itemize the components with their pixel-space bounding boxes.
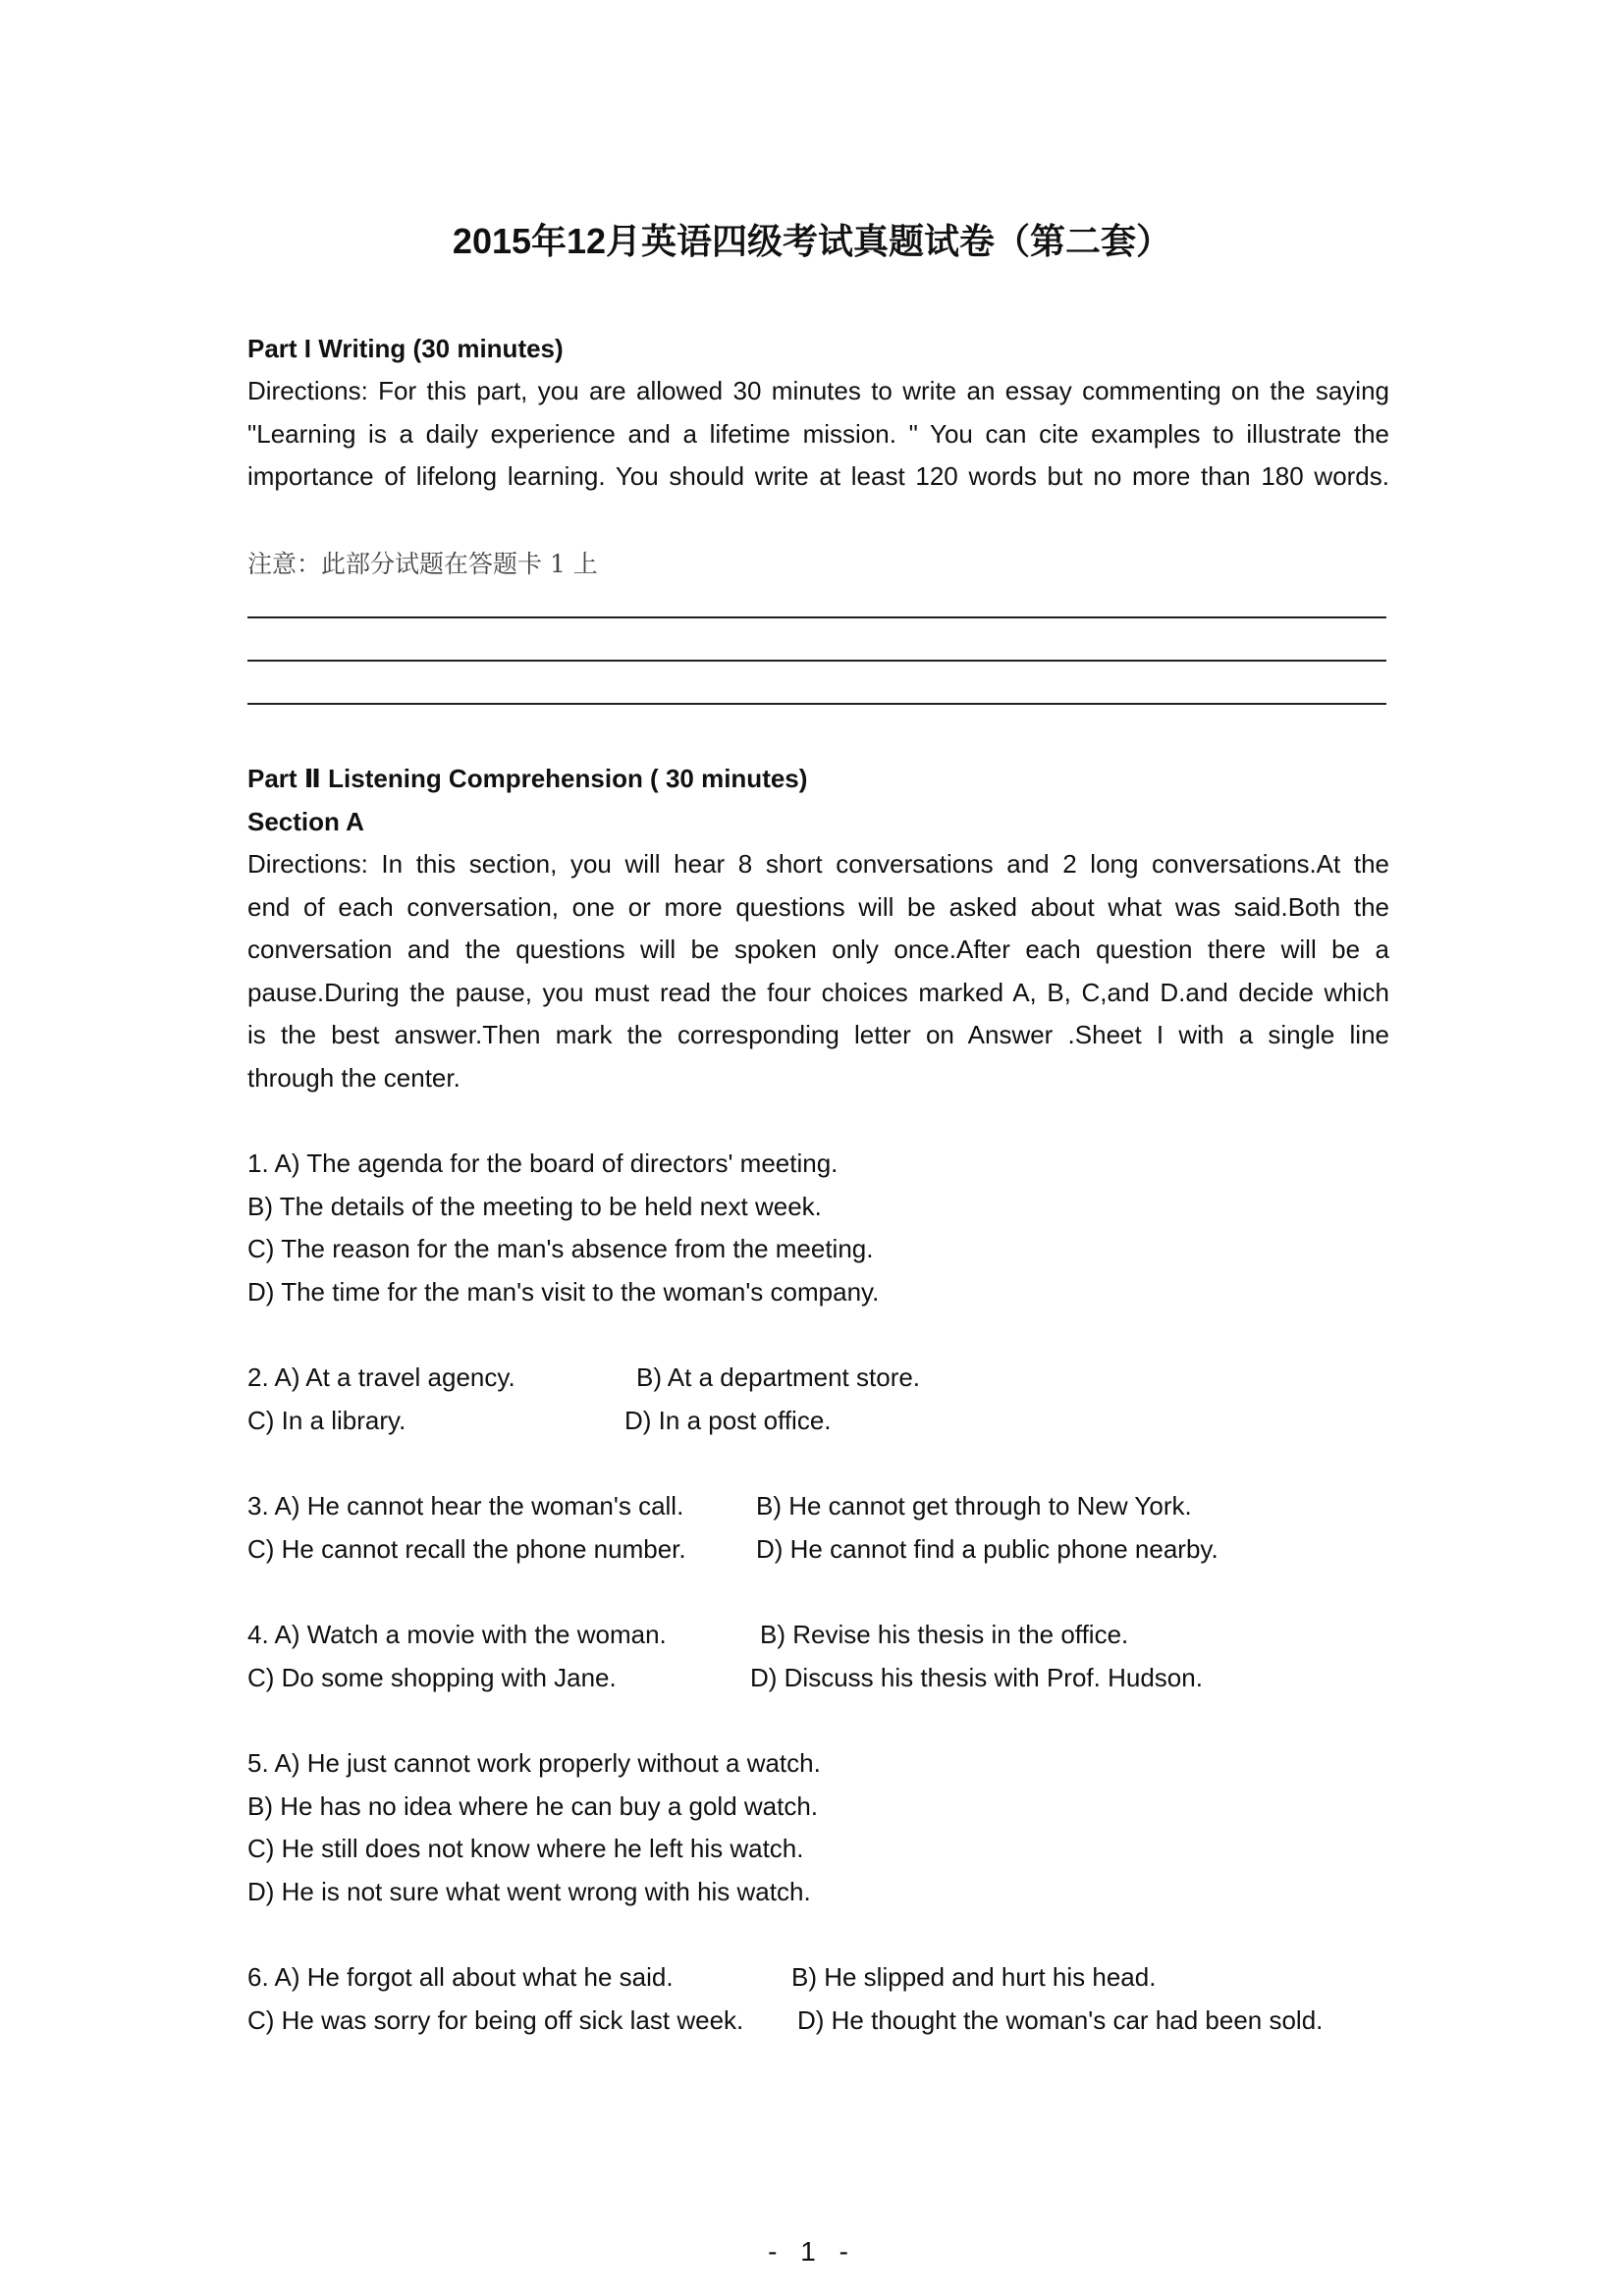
page-title: 2015年12月英语四级考试真题试卷（第二套） [452,221,1172,261]
q1-option-a: 1. A) The agenda for the board of directors' meeting. [247,1148,839,1178]
q2-option-a: 2. A) At a travel agency. [247,1362,515,1392]
q1-option-b: B) The details of the meeting to be held next week. [247,1191,822,1221]
writing-line-2 [247,660,1386,662]
q6-option-b: B) He slipped and hurt his head. [791,1962,1157,1992]
question-1 [247,1143,1389,1313]
part1-directions-line: Directions: For this part, you are allowed 30 minutes to write an essay commenting on the saying [247,376,1389,405]
q2-option-c: C) In a library. [247,1405,406,1435]
part2-heading: Part Ⅱ Listening Comprehension ( 30 minutes) [247,764,808,793]
question-5 [247,1742,1389,1913]
q6-option-c: C) He was sorry for being off sick last week. [247,2004,744,2035]
part1-directions-line: importance of lifelong learning. You should write at least 120 words but no more than 180 words. [247,461,1389,492]
part2-directions-line: conversation and the questions will be spoken only once.After each question there will be a [247,934,1389,965]
part2-directions-line: is the best answer.Then mark the corresponding letter on Answer .Sheet I with a single line [247,1020,1389,1050]
q6-option-d: D) He thought the woman's car had been sold. [797,2004,1324,2035]
question-4 [247,1614,1389,1699]
answer-sheet-note: 注意：此部分试题在答题卡 1 上 [247,550,598,578]
page-number: - 1 - [768,2236,856,2267]
q5-option-b: B) He has no idea where he can buy a gold watch. [247,1790,819,1821]
question-3 [247,1485,1389,1571]
part1-directions-line: "Learning is a daily experience and a lifetime mission. " You can cite examples to illustrate the [247,418,1389,449]
q1-option-c: C) The reason for the man's absence from the meeting. [247,1234,874,1264]
part1-writing [247,327,1389,499]
part2-directions-line: Directions: In this section, you will hear 8 short conversations and 2 long conversations.At the [247,849,1389,879]
q3-option-b: B) He cannot get through to New York. [756,1491,1192,1521]
question-2 [247,1357,1389,1442]
q4-option-b: B) Revise his thesis in the office. [760,1620,1129,1649]
q4-option-c: C) Do some shopping with Jane. [247,1662,617,1692]
part1-heading: Part I Writing (30 minutes) [247,334,564,363]
writing-line-3 [247,703,1386,705]
q3-option-c: C) He cannot recall the phone number. [247,1533,686,1564]
q1-option-d: D) The time for the man's visit to the woman's company. [247,1276,880,1307]
part2-directions-line: through the center. [247,1062,460,1093]
part2-directions-line: end of each conversation, one or more questions will be asked about what was said.Both the [247,891,1389,922]
q5-option-d: D) He is not sure what went wrong with his watch. [247,1876,811,1906]
q4-option-a: 4. A) Watch a movie with the woman. [247,1620,667,1649]
part2-listening [247,757,1389,1100]
q3-option-a: 3. A) He cannot hear the woman's call. [247,1491,684,1521]
q4-option-d: D) Discuss his thesis with Prof. Hudson. [750,1662,1203,1692]
q5-option-c: C) He still does not know where he left his watch. [247,1834,804,1864]
question-6 [247,1956,1389,2042]
part2-directions-line: pause.During the pause, you must read the four choices marked A, B, C,and D.and decide which [247,977,1389,1007]
section-a-heading: Section A [247,807,364,836]
q3-option-d: D) He cannot find a public phone nearby. [756,1533,1218,1564]
q2-option-b: B) At a department store. [636,1362,921,1392]
q2-option-d: D) In a post office. [624,1405,832,1435]
q5-option-a: 5. A) He just cannot work properly without a watch. [247,1748,821,1778]
writing-line-1 [247,616,1386,618]
q6-option-a: 6. A) He forgot all about what he said. [247,1962,674,1992]
